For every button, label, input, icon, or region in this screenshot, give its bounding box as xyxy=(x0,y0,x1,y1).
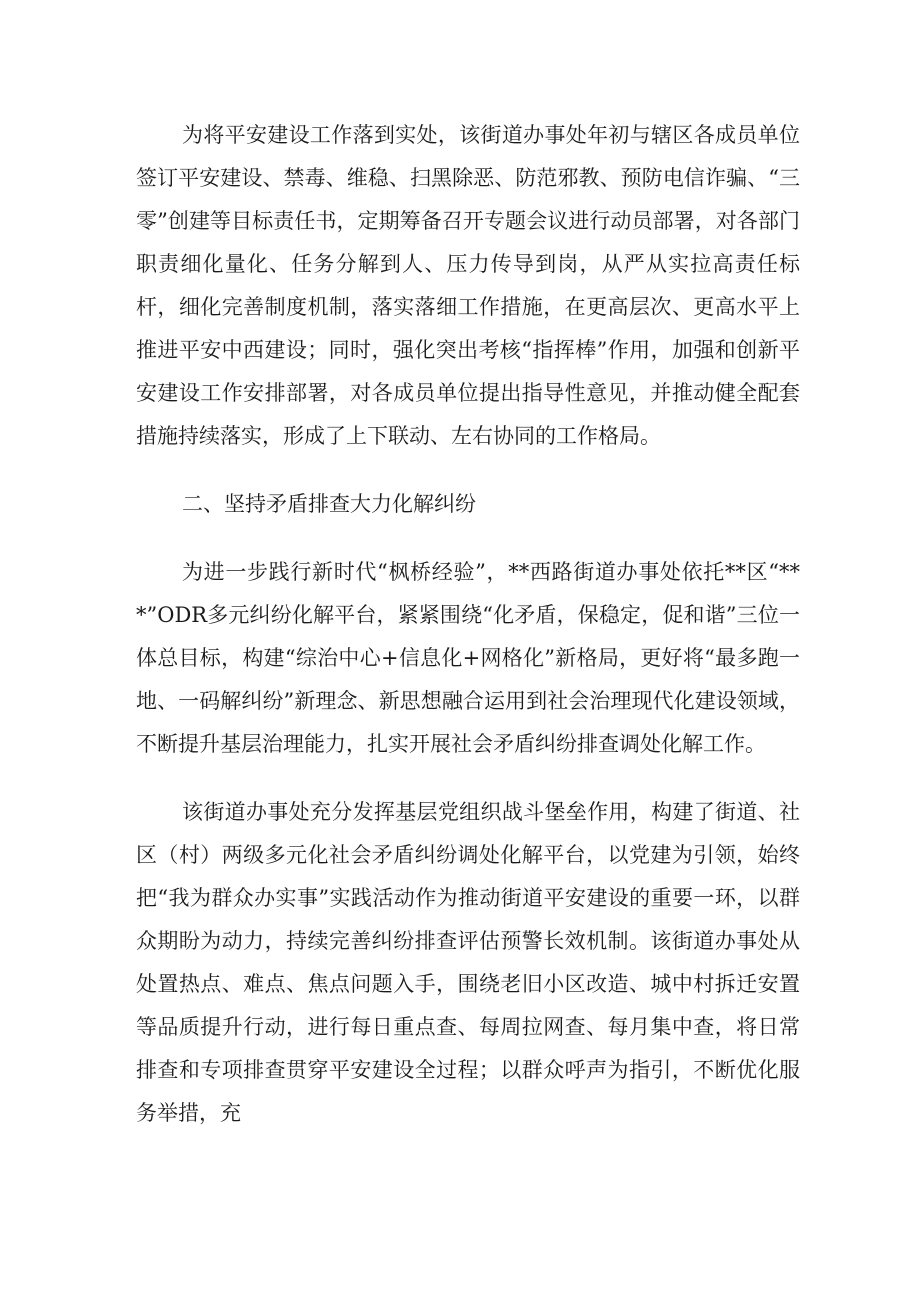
paragraph-fengqiao-experience: 为进一步践行新时代“枫桥经验”，**西路街道办事处依托**区“***”ODR多元纠纷化解平台，紧紧围绕“化矛盾，保稳定，促和谐”三位一体总目标，构建“综治中心+信息化+网格化”新格局，更好将“最多跑一地、一码解纠纷”新理念、新思想融合运用到社会治理现代化建设领域，不断提升基层治理能力，扎实开展社会矛盾纠纷排查调处化解工作。 xyxy=(136,560,800,756)
document-body xyxy=(136,114,800,1159)
paragraph-party-building: 该街道办事处充分发挥基层党组织战斗堡垒作用，构建了街道、社区（村）两级多元化社会矛盾纠纷调处化解平台，以党建为引领，始终把“我为群众办实事”实践活动作为推动街道平安建设的重要一环，以群众期盼为动力，持续完善纠纷排查评估预警长效机制。该街道办事处从处置热点、难点、焦点问题入手，围绕老旧小区改造、城中村拆迁安置等品质提升行动，进行每日重点查、每周拉网查、每月集中查，将日常排查和专项排查贯穿平安建设全过程；以群众呼声为指引，不断优化服务举措，充 xyxy=(136,800,800,1125)
section-heading-dispute-resolution: 二、坚持矛盾排查大力化解纠纷 xyxy=(182,492,476,516)
paragraph-safety-construction: 为将平安建设工作落到实处，该街道办事处年初与辖区各成员单位签订平安建设、禁毒、维稳、扫黑除恶、防范邪教、预防电信诈骗、“三零”创建等目标责任书，定期筹备召开专题会议进行动员部署，对各部门职责细化量化、任务分解到人、压力传导到岗，从严从实拉高责任标杆，细化完善制度机制，落实落细工作措施，在更高层次、更高水平上推进平安中西建设；同时，强化突出考核“指挥棒”作用，加强和创新平安建设工作安排部署，对各成员单位提出指导性意见，并推动健全配套措施持续落实，形成了上下联动、左右协同的工作格局。 xyxy=(136,123,800,448)
